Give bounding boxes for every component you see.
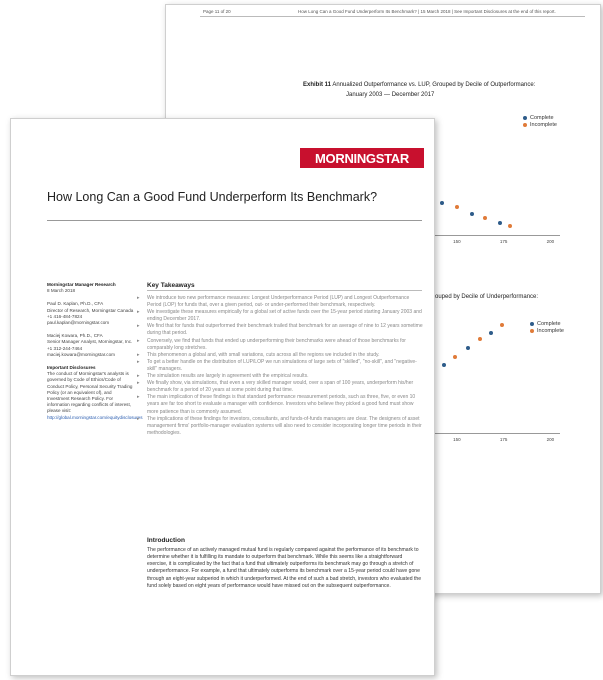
key-takeaway-item: ▸ We introduce two new performance measures: Longest Underperformance Period (LUP) and Longest Outperformance Period (LOP) for funds that, over a given period, out- or under-performed their benchmark, respectively. xyxy=(137,295,425,309)
legend-incomplete-label: Incomplete xyxy=(530,121,557,128)
key-takeaway-item: ▸ We find that for funds that outperformed their benchmark trailed that benchmark for an average of nine to 12 years sometime during that period. xyxy=(137,323,425,337)
exhibit-11-title-line2: January 2003 — December 2017 xyxy=(346,92,435,98)
author2-role: Senior Manager Analyst, Morningstar, Inc. xyxy=(47,339,133,345)
exhibit-11-legend xyxy=(523,114,557,128)
key-takeaway-item: ▸ The main implication of these findings is that standard performance measurement periods, such as three, five, or even 10 years are far too short to evaluate a manager with confidence. Investors who believe they picked a good fund must show more patience than is commonly assumed. xyxy=(137,394,425,415)
research-group-title: Morningstar Manager Research xyxy=(47,282,116,287)
key-takeaway-item: ▸ We investigate these measures empirically for a global set of active funds over the 15-year period starting January 2003 and ending December 2017. xyxy=(137,309,425,323)
back-running-header: How Long Can a Good Fund Underperform Its Benchmark? | 15 March 2018 | See Important Disclosures at the end of this report. xyxy=(298,9,556,14)
disclosures-link[interactable]: http://global.morningstar.com/equitydisclosures xyxy=(47,414,143,420)
key-takeaway-item: ▸ The simulation results are largely in agreement with the empirical results. xyxy=(137,373,425,380)
author1-name: Paul D. Kaplan, Ph.D., CFA xyxy=(47,301,104,307)
legend-item-complete xyxy=(530,320,564,327)
legend-item-incomplete xyxy=(530,327,564,334)
exhibit-12-title-fragment: ouped by Decile of Underperformance: xyxy=(435,294,539,300)
key-takeaway-item: ▸ To get a better handle on the distribution of LUP/LOP we run simulations of large sets of "skilled", "no-skill", and "negative-skill" managers. xyxy=(137,359,425,373)
key-takeaways-heading: Key Takeaways xyxy=(147,282,195,289)
author2-email: maciej.kowara@morningstar.com xyxy=(47,351,115,357)
author1-phone: +1 416-484-7824 xyxy=(47,313,83,319)
author-sidebar xyxy=(47,282,143,421)
data-point-complete xyxy=(470,212,474,216)
exhibit-11-title xyxy=(303,82,535,88)
key-takeaways-rule xyxy=(147,290,422,291)
report-title: How Long Can a Good Fund Underperform Its Benchmark? xyxy=(47,190,378,204)
disclosures-title: Important Disclosures xyxy=(47,365,96,371)
x-tick-label: 200 xyxy=(546,239,555,244)
exhibit-11-label: Exhibit 11 xyxy=(303,82,332,88)
data-point-complete xyxy=(498,221,502,225)
data-point-incomplete xyxy=(478,337,482,341)
key-takeaway-item: ▸ This phenomenon a global and, with small variations, cuts across all the regions we included in the study. xyxy=(137,352,425,359)
disclosures-text: The conduct of Morningstar's analysts is governed by Code of Ethics/Code of Conduct Policy, Personal Security Trading Policy (or an equivalent of), and Investment Research Policy. For information regarding conflicts of interest, please visit: xyxy=(47,371,133,414)
author2-phone: +1 312-244-7464 xyxy=(47,345,83,351)
incomplete-dot-icon xyxy=(523,123,527,127)
data-point-complete xyxy=(440,201,444,205)
key-takeaways-list xyxy=(137,295,425,437)
author1-role: Director of Research, Morningstar Canada xyxy=(47,307,134,313)
key-takeaway-item: ▸ Conversely, we find that funds that ended up underperforming their benchmarks were ahead of those benchmarks for comparably long stretches. xyxy=(137,338,425,352)
report-date: 8 March 2018 xyxy=(47,288,76,294)
exhibit-12-legend xyxy=(530,320,564,334)
x-tick-label: 175 xyxy=(499,437,508,442)
x-tick-label: 150 xyxy=(453,437,461,442)
data-point-complete xyxy=(489,331,493,335)
x-tick-label: 175 xyxy=(499,239,508,244)
exhibit-11-title-line1: Annualized Outperformance vs. LUP, Grouped by Decile of Outperformance: xyxy=(332,82,536,88)
legend-complete-label: Complete xyxy=(530,114,554,121)
x-tick-label: 150 xyxy=(453,239,461,244)
introduction-heading: Introduction xyxy=(147,537,185,544)
morningstar-logo: MORNINGSTAR xyxy=(300,148,424,168)
complete-dot-icon xyxy=(530,322,534,326)
legend-incomplete-label: Incomplete xyxy=(537,327,564,334)
author2-name: Maciej Kowara, Ph.D., CFA xyxy=(47,333,103,339)
introduction-text: The performance of an actively managed mutual fund is regularly compared against the performance of its benchmark to determine whether it is fulfilling its mandate to outperform that benchmark. While this seems like a straightforward exercise, it is complicated by the fact that a fund that ultimately outperforms its benchmark may go through a stretch of underperformance. For example, a fund that ultimately outperforms its benchmark over a 15-year period could have gone through an eight-year subperiod in which it underperformed. At the end of such a bad stretch, investors who evaluated the fund solely based on eight years of performance would have missed out on the subsequent outperformance. xyxy=(147,547,422,589)
complete-dot-icon xyxy=(523,116,527,120)
data-point-incomplete xyxy=(453,355,457,359)
back-header-rule xyxy=(200,16,585,17)
legend-item-incomplete xyxy=(523,121,557,128)
back-page-number: Page 11 of 20 xyxy=(203,9,231,14)
key-takeaway-item: ▸ We finally show, via simulations, that even a very skilled manager would, over a span of 100 years, underperform his/her benchmark for a period of 20 years at some point during that time. xyxy=(137,380,425,394)
legend-complete-label: Complete xyxy=(537,320,561,327)
x-tick-label: 200 xyxy=(546,437,555,442)
key-takeaway-item: ▸ The implications of these findings for investors, consultants, and funds-of-funds managers are clear. The designers of asset management firms' portfolio-manager evaluation systems will also need to consider incorporating longer time periods in their methodologies. xyxy=(137,416,425,437)
incomplete-dot-icon xyxy=(530,329,534,333)
legend-item-complete xyxy=(523,114,557,121)
author1-email: paul.kaplan@morningstar.com xyxy=(47,320,110,326)
title-rule xyxy=(47,220,422,221)
